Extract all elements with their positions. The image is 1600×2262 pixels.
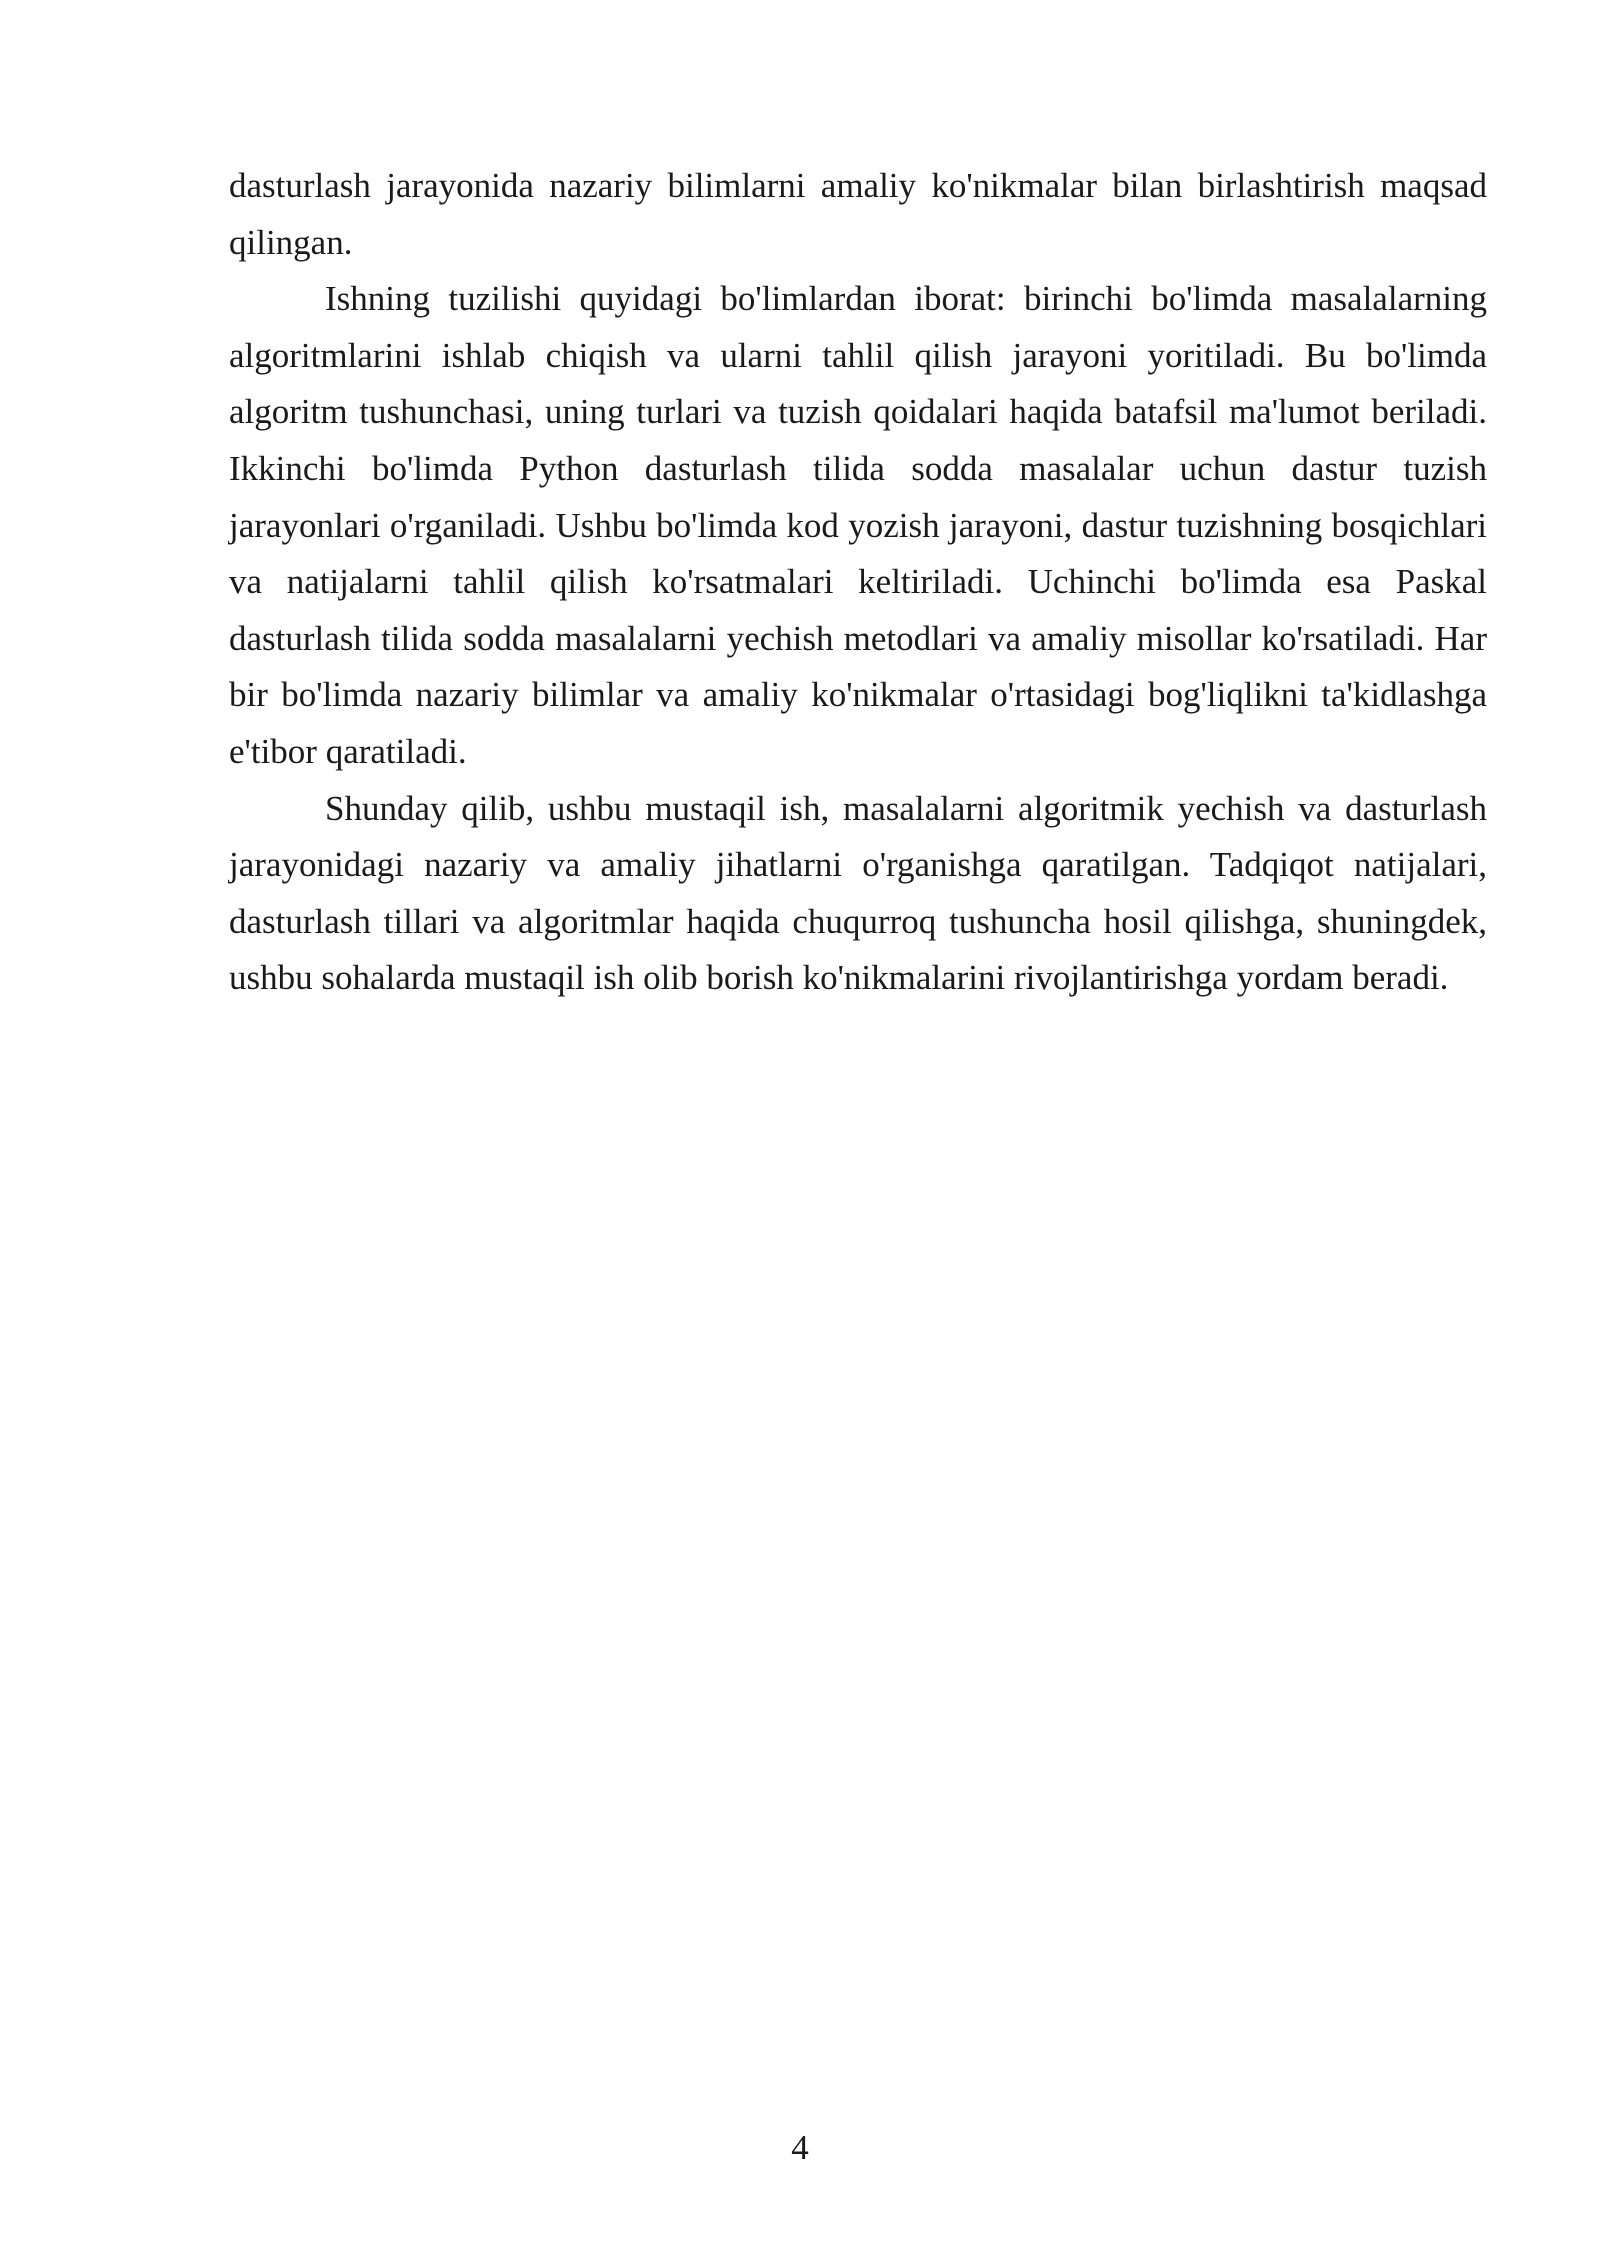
page-number: 4 — [791, 2128, 809, 2167]
body-text — [229, 158, 1487, 1007]
paragraph-structure: Ishning tuzilishi quyidagi bo'limlardan iborat: birinchi bo'limda masalalarning algoritmlarini ishlab chiqish va ularni tahlil qilish jarayoni yoritiladi. Bu bo'limda algoritm tushunchasi, uning turlari va tuzish qoidalari haqida batafsil ma'lumot beriladi. Ikkinchi bo'limda Python dasturlash tilida sodda masalalar uchun dastur tuzish jarayonlari o'rganiladi. Ushbu bo'limda kod yozish jarayoni, dastur tuzishning bosqichlari va natijalarni tahlil qilish ko'rsatmalari keltiriladi. Uchinchi bo'limda esa Paskal dasturlash tilida sodda masalalarni yechish metodlari va amaliy misollar ko'rsatiladi. Har bir bo'limda nazariy bilimlar va amaliy ko'nikmalar o'rtasidagi bog'liqlikni ta'kidlashga e'tibor qaratiladi. — [229, 279, 1487, 771]
paragraph-continuation: dasturlash jarayonida nazariy bilimlarni amaliy ko'nikmalar bilan birlashtirish maqsad qilingan. — [229, 166, 1487, 262]
paragraph-conclusion: Shunday qilib, ushbu mustaqil ish, masalalarni algoritmik yechish va dasturlash jarayonidagi nazariy va amaliy jihatlarni o'rganishga qaratilgan. Tadqiqot natijalari, dasturlash tillari va algoritmlar haqida chuqurroq tushuncha hosil qilishga, shuningdek, ushbu sohalarda mustaqil ish olib borish ko'nikmalarini rivojlantirishga yordam beradi. — [229, 788, 1487, 998]
